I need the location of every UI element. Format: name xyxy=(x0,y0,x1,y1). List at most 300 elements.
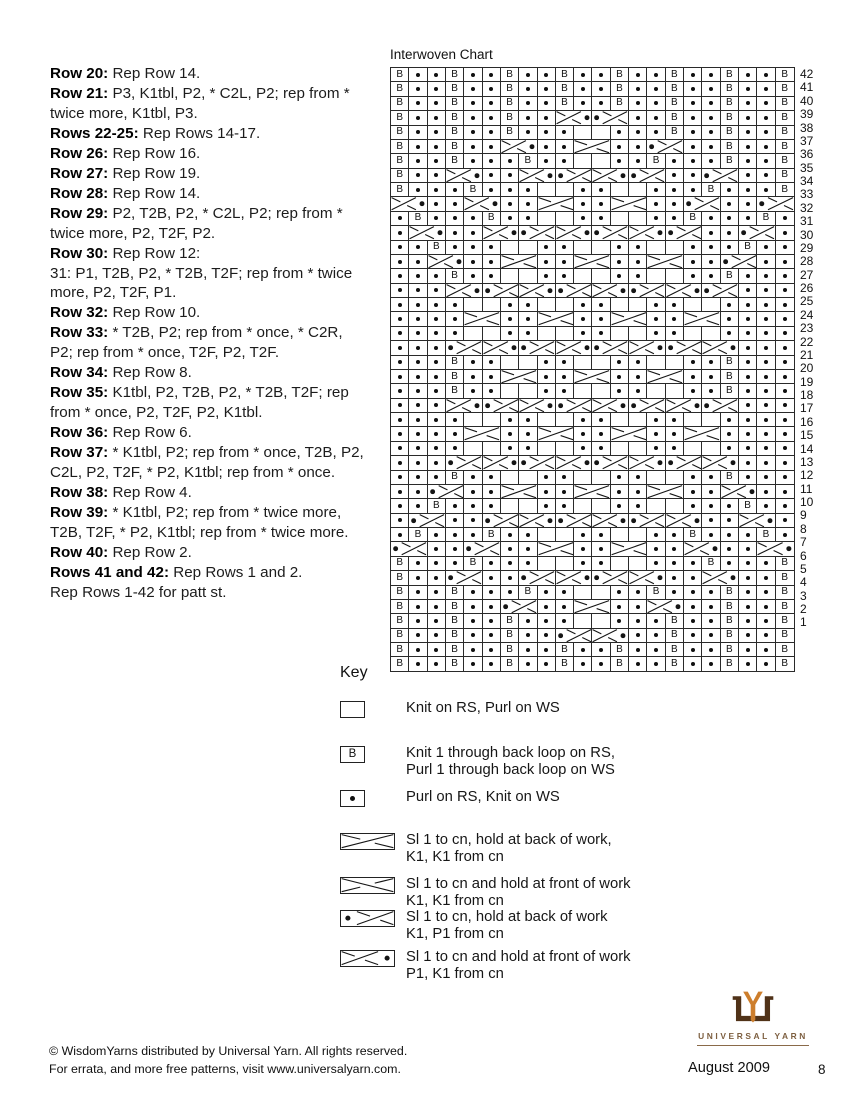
purl-symbol xyxy=(592,442,610,455)
purl-symbol xyxy=(391,456,409,469)
knit-symbol xyxy=(519,384,537,397)
purl-symbol xyxy=(666,212,684,225)
instruction-line: Row 37: * K1tbl, P2; rep from * once, T2B, P2, C2L, P2, T2F, * P2, K1tbl; rep from * once. xyxy=(50,444,364,482)
cable-cross-symbol xyxy=(611,542,648,555)
purl-symbol xyxy=(611,140,629,153)
ktbl-symbol: B xyxy=(721,126,739,139)
purl-symbol xyxy=(574,413,592,426)
instruction-line: Row 20: Rep Row 14. xyxy=(50,65,201,82)
ktbl-symbol: B xyxy=(611,82,629,95)
purl-symbol xyxy=(538,97,556,110)
chart-row-number: 35 xyxy=(800,160,814,175)
chart-row-number: 19 xyxy=(800,374,814,389)
purl-symbol xyxy=(556,356,574,369)
purl-symbol xyxy=(556,614,574,627)
chart-row-number: 3 xyxy=(800,588,807,603)
purl-symbol xyxy=(538,643,556,656)
purl-symbol xyxy=(592,212,610,225)
twist-dot-left-symbol xyxy=(757,197,794,210)
purl-symbol xyxy=(428,600,446,613)
purl-symbol xyxy=(776,212,794,225)
chart-row-number: 27 xyxy=(800,267,814,282)
twist-dot-left-symbol xyxy=(592,456,629,469)
ktbl-symbol: B xyxy=(721,269,739,282)
purl-symbol xyxy=(556,471,574,484)
key-item-label: Sl 1 to cn and hold at front of work P1, K1 from cn xyxy=(406,949,631,983)
purl-symbol xyxy=(647,442,665,455)
twist-dot-left-symbol xyxy=(702,284,739,297)
purl-symbol xyxy=(538,241,556,254)
purl-symbol xyxy=(702,600,720,613)
purl-symbol xyxy=(519,126,537,139)
instruction-line: Row 32: Rep Row 10. xyxy=(50,304,201,322)
purl-symbol xyxy=(776,269,794,282)
chart-row xyxy=(391,471,794,485)
purl-symbol xyxy=(464,241,482,254)
knit-symbol xyxy=(464,327,482,340)
ktbl-symbol: B xyxy=(391,82,409,95)
purl-symbol xyxy=(739,140,757,153)
knit-symbol xyxy=(574,499,592,512)
chart-row-number: 15 xyxy=(800,428,814,443)
cable-cross-symbol xyxy=(538,542,575,555)
chart-row xyxy=(391,614,794,628)
ktbl-symbol: B xyxy=(501,82,519,95)
chart-row xyxy=(391,298,794,312)
knit-symbol xyxy=(574,154,592,167)
twist-dot-left-symbol xyxy=(556,629,593,642)
purl-symbol xyxy=(483,557,501,570)
purl-symbol xyxy=(647,557,665,570)
chart-row-number: 23 xyxy=(800,321,814,336)
purl-symbol xyxy=(409,312,427,325)
instruction-line: Row 40: Rep Row 2. xyxy=(50,543,192,561)
purl-symbol xyxy=(702,528,720,541)
purl-symbol xyxy=(391,255,409,268)
purl-symbol xyxy=(409,183,427,196)
purl-symbol xyxy=(702,111,720,124)
knit-symbol xyxy=(611,557,629,570)
twist-dot-right-symbol xyxy=(519,284,556,297)
purl-symbol xyxy=(702,471,720,484)
chart-row-number: 20 xyxy=(800,361,814,376)
purl-symbol xyxy=(629,82,647,95)
purl-symbol xyxy=(446,442,464,455)
purl-symbol xyxy=(666,557,684,570)
knit-symbol xyxy=(556,442,574,455)
ktbl-symbol: B xyxy=(757,528,775,541)
purl-symbol xyxy=(739,212,757,225)
purl-symbol xyxy=(538,485,556,498)
chart-row-number: 34 xyxy=(800,174,814,188)
purl-symbol xyxy=(721,442,739,455)
purl-symbol xyxy=(776,384,794,397)
purl-symbol xyxy=(428,629,446,642)
twist-dot-left-symbol xyxy=(519,226,556,239)
purl-symbol xyxy=(574,183,592,196)
twist-dot-right-symbol xyxy=(592,169,629,182)
purl-symbol xyxy=(684,126,702,139)
twist-dot-left-symbol xyxy=(629,514,666,527)
purl-symbol xyxy=(409,657,427,670)
purl-symbol xyxy=(501,183,519,196)
twist-dot-left-symbol xyxy=(519,571,556,584)
purl-symbol xyxy=(409,442,427,455)
purl-symbol xyxy=(391,241,409,254)
purl-symbol xyxy=(684,241,702,254)
purl-symbol xyxy=(428,312,446,325)
purl-symbol xyxy=(739,169,757,182)
purl-symbol xyxy=(757,241,775,254)
purl-symbol xyxy=(391,427,409,440)
purl-symbol xyxy=(647,82,665,95)
ktbl-symbol: B xyxy=(684,528,702,541)
twist-dot-left-symbol xyxy=(519,456,556,469)
ktbl-symbol: B xyxy=(519,154,537,167)
purl-symbol xyxy=(739,557,757,570)
purl-symbol xyxy=(574,68,592,81)
instruction-line: Row 39: * K1tbl, P2; rep from * twice more, T2B, T2F, * P2, K1tbl; rep from * twice more. xyxy=(50,503,349,541)
purl-symbol xyxy=(391,312,409,325)
knit-symbol xyxy=(501,471,519,484)
purl-symbol xyxy=(428,140,446,153)
ktbl-symbol: B xyxy=(611,97,629,110)
purl-symbol xyxy=(501,169,519,182)
purl-symbol xyxy=(556,485,574,498)
knit-symbol xyxy=(629,212,647,225)
purl-symbol xyxy=(684,485,702,498)
purl-symbol xyxy=(464,643,482,656)
purl-symbol xyxy=(611,356,629,369)
ktbl-symbol: B xyxy=(721,629,739,642)
footer-errata: For errata, and more free patterns, visit www.universalyarn.com. xyxy=(49,1062,401,1076)
ktbl-symbol: B xyxy=(446,586,464,599)
purl-symbol xyxy=(409,169,427,182)
cable-cross-symbol xyxy=(501,370,538,383)
purl-symbol xyxy=(684,154,702,167)
purl-symbol xyxy=(702,68,720,81)
purl-symbol xyxy=(702,356,720,369)
purl-symbol xyxy=(757,586,775,599)
purl-symbol xyxy=(446,499,464,512)
knit-symbol xyxy=(464,298,482,311)
knit-symbol xyxy=(647,384,665,397)
purl-symbol xyxy=(483,384,501,397)
ktbl-symbol: B xyxy=(556,82,574,95)
knit-symbol xyxy=(574,586,592,599)
cable-cross-symbol xyxy=(501,255,538,268)
purl-symbol xyxy=(647,427,665,440)
purl-symbol xyxy=(721,528,739,541)
purl-symbol xyxy=(684,269,702,282)
purl-symbol xyxy=(776,226,794,239)
instruction-line: Row 34: Rep Row 8. xyxy=(50,364,192,382)
twist-dot-left-symbol xyxy=(666,341,703,354)
purl-symbol xyxy=(757,471,775,484)
purl-symbol xyxy=(428,413,446,426)
purl-symbol xyxy=(519,557,537,570)
purl-symbol xyxy=(776,341,794,354)
ktbl-symbol: B xyxy=(446,600,464,613)
knit-symbol xyxy=(611,298,629,311)
purl-symbol xyxy=(757,341,775,354)
purl-symbol xyxy=(757,399,775,412)
cable-cross-symbol xyxy=(647,370,684,383)
twist-dot-left-symbol xyxy=(666,456,703,469)
twist-dot-right-symbol xyxy=(501,140,538,153)
key-item-label: Sl 1 to cn, hold at back of work K1, P1 from cn xyxy=(406,909,608,943)
purl-symbol xyxy=(721,413,739,426)
twist-dot-right-symbol xyxy=(629,571,666,584)
chart-row xyxy=(391,528,794,542)
ktbl-symbol: B xyxy=(781,169,789,181)
purl-symbol xyxy=(446,557,464,570)
purl-symbol xyxy=(519,97,537,110)
purl-symbol xyxy=(428,126,446,139)
ktbl-symbol: B xyxy=(446,384,464,397)
purl-symbol xyxy=(501,528,519,541)
knit-symbol xyxy=(702,413,720,426)
ktbl-symbol: B xyxy=(501,629,519,642)
purl-symbol xyxy=(629,68,647,81)
purl-symbol xyxy=(647,212,665,225)
twist-dot-left-symbol xyxy=(483,399,520,412)
purl-symbol xyxy=(629,154,647,167)
knit-symbol xyxy=(629,557,647,570)
purl-symbol xyxy=(684,600,702,613)
twist-dot-right-symbol xyxy=(519,399,556,412)
knit-symbol xyxy=(483,298,501,311)
purl-symbol xyxy=(464,499,482,512)
purl-symbol xyxy=(464,614,482,627)
chart-row-number: 41 xyxy=(800,80,814,95)
purl-symbol xyxy=(776,241,794,254)
purl-symbol xyxy=(483,126,501,139)
purl-symbol xyxy=(574,327,592,340)
purl-symbol xyxy=(428,614,446,627)
purl-symbol xyxy=(739,197,757,210)
ktbl-symbol: B xyxy=(464,557,482,570)
ktbl-symbol: B xyxy=(501,126,519,139)
ktbl-symbol: B xyxy=(781,629,789,641)
cable-cross-symbol xyxy=(647,255,684,268)
ktbl-symbol: B xyxy=(684,212,702,225)
ktbl-symbol: B xyxy=(781,83,789,95)
knit-symbol xyxy=(538,327,556,340)
purl-symbol xyxy=(409,327,427,340)
purl-symbol xyxy=(519,212,537,225)
purl-symbol xyxy=(776,485,794,498)
purl-symbol xyxy=(666,183,684,196)
purl-symbol xyxy=(428,427,446,440)
purl-symbol xyxy=(684,657,702,670)
purl-symbol xyxy=(428,97,446,110)
chart-row xyxy=(391,514,794,528)
twist-dot-right-symbol xyxy=(519,169,556,182)
purl-symbol xyxy=(428,571,446,584)
knit-symbol xyxy=(501,356,519,369)
purl-symbol xyxy=(391,399,409,412)
cable-cross-symbol xyxy=(501,485,538,498)
universal-yarn-logo xyxy=(697,991,809,1046)
purl-symbol xyxy=(757,356,775,369)
purl-symbol xyxy=(483,68,501,81)
purl-symbol xyxy=(446,183,464,196)
ktbl-symbol: B xyxy=(721,140,739,153)
cable-cross-symbol xyxy=(464,312,501,325)
chart-row-number: 2 xyxy=(800,602,807,616)
purl-symbol xyxy=(629,356,647,369)
purl-symbol xyxy=(666,528,684,541)
ktbl-symbol: B xyxy=(611,657,629,670)
cable-cross-symbol xyxy=(684,312,721,325)
purl-symbol xyxy=(538,255,556,268)
key-ktbl-symbol: B xyxy=(340,746,365,763)
ktbl-symbol: B xyxy=(781,126,789,138)
purl-symbol xyxy=(629,657,647,670)
purl-symbol xyxy=(483,169,501,182)
ktbl-symbol: B xyxy=(721,614,739,627)
purl-symbol xyxy=(464,370,482,383)
ktbl-symbol: B xyxy=(446,269,464,282)
purl-symbol xyxy=(739,542,757,555)
purl-symbol xyxy=(684,68,702,81)
purl-symbol xyxy=(721,557,739,570)
twist-dot-right-symbol xyxy=(757,542,794,555)
purl-symbol xyxy=(483,657,501,670)
purl-symbol xyxy=(428,341,446,354)
purl-symbol xyxy=(538,614,556,627)
twist-dot-left-symbol xyxy=(629,399,666,412)
ktbl-symbol: B xyxy=(446,614,464,627)
purl-symbol xyxy=(702,499,720,512)
purl-symbol xyxy=(666,197,684,210)
purl-symbol xyxy=(428,298,446,311)
purl-symbol xyxy=(647,126,665,139)
purl-symbol xyxy=(721,241,739,254)
instruction-line: 31: P1, T2B, P2, * T2B, T2F; rep from * twice more, P2, T2F, P1. xyxy=(50,264,353,302)
purl-symbol xyxy=(776,284,794,297)
universal-yarn-mark-icon xyxy=(732,991,774,1029)
chart-row-number: 4 xyxy=(800,575,807,590)
purl-symbol xyxy=(464,586,482,599)
instruction-line: Row 36: Rep Row 6. xyxy=(50,424,192,442)
purl-symbol xyxy=(611,499,629,512)
purl-symbol xyxy=(446,413,464,426)
knit-symbol xyxy=(702,298,720,311)
twist-dot-right-symbol xyxy=(592,399,629,412)
purl-symbol xyxy=(556,255,574,268)
twist-dot-right-symbol xyxy=(556,571,593,584)
ktbl-symbol: B xyxy=(781,557,789,569)
chart-row xyxy=(391,600,794,614)
purl-symbol xyxy=(574,197,592,210)
chart-row xyxy=(391,111,794,125)
knit-symbol xyxy=(647,471,665,484)
purl-symbol xyxy=(519,197,537,210)
purl-symbol xyxy=(428,456,446,469)
purl-symbol xyxy=(702,126,720,139)
purl-symbol xyxy=(757,499,775,512)
purl-symbol xyxy=(519,643,537,656)
ktbl-symbol: B xyxy=(781,97,789,109)
purl-symbol xyxy=(757,571,775,584)
instruction-line: Row 28: Rep Row 14. xyxy=(50,184,201,202)
ktbl-symbol: B xyxy=(391,154,409,167)
purl-symbol xyxy=(409,341,427,354)
chart-row xyxy=(391,269,794,283)
purl-symbol xyxy=(501,557,519,570)
purl-symbol xyxy=(464,629,482,642)
twist-dot-right-symbol xyxy=(556,111,593,124)
purl-symbol xyxy=(739,327,757,340)
ktbl-symbol: B xyxy=(446,471,464,484)
twist-dot-left-symbol xyxy=(501,600,538,613)
purl-symbol xyxy=(464,97,482,110)
twist-dot-left-symbol xyxy=(519,341,556,354)
purl-symbol xyxy=(538,499,556,512)
ktbl-symbol: B xyxy=(391,657,409,670)
knit-symbol xyxy=(592,154,610,167)
purl-symbol xyxy=(428,212,446,225)
purl-symbol xyxy=(721,212,739,225)
purl-symbol xyxy=(702,226,720,239)
knit-symbol xyxy=(519,499,537,512)
key-t2f-symbol xyxy=(340,950,395,967)
purl-symbol xyxy=(519,528,537,541)
purl-symbol xyxy=(629,111,647,124)
purl-symbol xyxy=(739,68,757,81)
knit-symbol xyxy=(464,442,482,455)
purl-symbol xyxy=(739,643,757,656)
chart-row-number: 14 xyxy=(800,441,814,456)
knit-symbol xyxy=(611,183,629,196)
knit-symbol xyxy=(556,528,574,541)
knit-symbol xyxy=(592,614,610,627)
key-t2b-symbol xyxy=(340,910,395,927)
twist-dot-right-symbol xyxy=(629,226,666,239)
purl-symbol xyxy=(464,600,482,613)
purl-symbol xyxy=(666,442,684,455)
purl-symbol xyxy=(483,586,501,599)
chart-row xyxy=(391,456,794,470)
twist-dot-left-symbol xyxy=(556,399,593,412)
ktbl-symbol: B xyxy=(519,586,537,599)
chart-row xyxy=(391,384,794,398)
purl-symbol xyxy=(739,298,757,311)
ktbl-symbol: B xyxy=(501,657,519,670)
purl-symbol xyxy=(409,571,427,584)
knit-symbol xyxy=(592,241,610,254)
key-knit-symbol xyxy=(340,701,365,718)
ktbl-symbol: B xyxy=(647,154,665,167)
twist-dot-left-symbol xyxy=(629,284,666,297)
purl-symbol xyxy=(629,499,647,512)
purl-symbol xyxy=(574,442,592,455)
purl-symbol xyxy=(409,614,427,627)
purl-symbol xyxy=(611,255,629,268)
purl-symbol xyxy=(629,140,647,153)
ktbl-symbol: B xyxy=(446,111,464,124)
purl-symbol xyxy=(702,97,720,110)
instruction-line: Rows 22-25: Rep Rows 14-17. xyxy=(50,124,261,142)
purl-symbol xyxy=(538,384,556,397)
purl-symbol xyxy=(538,356,556,369)
knit-symbol xyxy=(666,241,684,254)
ktbl-symbol: B xyxy=(501,614,519,627)
twist-dot-left-symbol xyxy=(592,226,629,239)
twist-dot-right-symbol xyxy=(629,341,666,354)
